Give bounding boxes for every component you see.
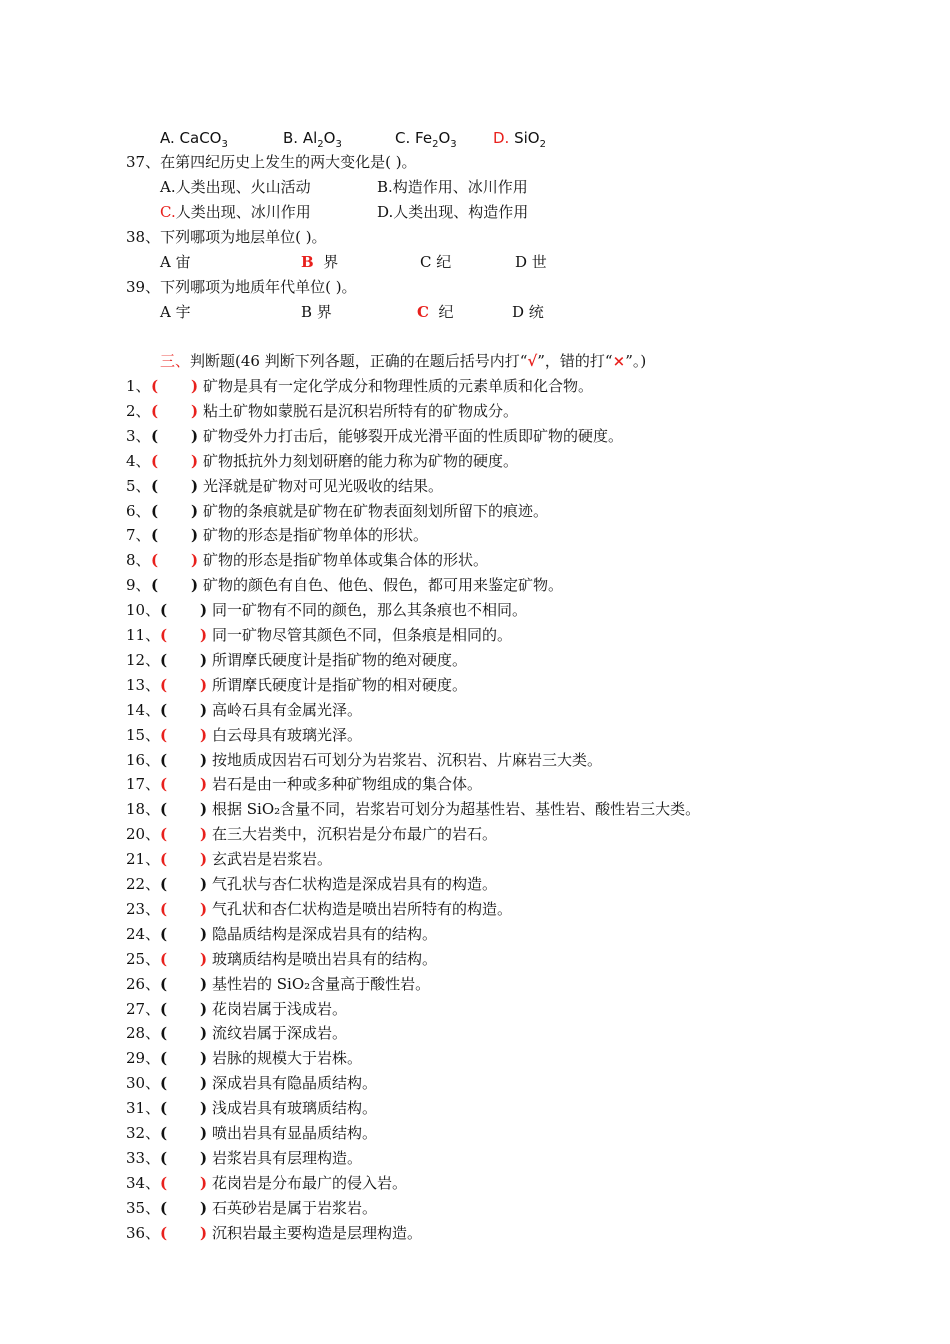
answer-blank[interactable] (160, 625, 212, 645)
judgement-item (126, 1048, 362, 1068)
item-text: 高岭石具有金属光泽。 (212, 700, 363, 719)
item-text: 同一矿物尽管其颜色不同，但条痕是相同的。 (212, 626, 513, 644)
q38-option-a: A 宙 (160, 253, 191, 271)
paren-right: ) (191, 426, 199, 445)
item-text: 深成岩具有隐晶质结构。 (212, 1074, 378, 1093)
judgement-item (126, 1223, 422, 1243)
answer-blank[interactable] (160, 899, 212, 919)
item-number: 25、 (126, 949, 161, 968)
judgement-item (126, 849, 332, 869)
item-text: 玄武岩是岩浆岩。 (212, 850, 333, 869)
answer-blank[interactable] (160, 650, 212, 670)
cross-mark-icon: × (612, 352, 626, 370)
paren-left: ( (160, 1074, 168, 1093)
q39-option-b: B 界 (301, 303, 332, 321)
section-title-mid: ”，错的打“ (537, 352, 613, 370)
item-number: 2、 (126, 401, 151, 420)
answer-blank[interactable] (160, 750, 212, 770)
item-number: 11、 (126, 626, 161, 644)
section-title: 判断题(46 判断下列各题，正确的在题后括号内打“ (190, 352, 528, 370)
item-number: 33、 (126, 1148, 161, 1167)
judgement-item (126, 650, 467, 670)
paren-left: ( (160, 700, 168, 719)
answer-blank[interactable] (160, 1198, 212, 1218)
item-number: 23、 (126, 899, 161, 918)
item-text: 矿物的颜色有自色、他色、假色，都可用来鉴定矿物。 (203, 576, 564, 595)
item-number: 29、 (126, 1049, 161, 1068)
q39-option-c (417, 302, 454, 322)
answer-blank[interactable] (160, 974, 212, 994)
q39-stem: 39、下列哪项为地质年代单位( )。 (126, 278, 357, 296)
item-text: 浅成岩具有玻璃质结构。 (212, 1099, 378, 1118)
paren-right: ) (200, 675, 208, 694)
paren-left: ( (151, 551, 159, 570)
q38-option-b-text: 界 (323, 253, 339, 271)
judgement-item (126, 401, 518, 421)
paren-right: ) (200, 1124, 208, 1142)
choice-a: A. CaCO$_3$ (160, 129, 228, 150)
paren-left: ( (151, 377, 159, 395)
item-number: 20、 (126, 825, 161, 844)
judgement-item (126, 924, 437, 944)
answer-blank[interactable] (151, 575, 203, 595)
item-text: 花岗岩属于浅成岩。 (212, 999, 348, 1018)
item-number: 1、 (126, 377, 151, 395)
judgement-item (126, 799, 700, 819)
item-number: 26、 (126, 974, 161, 993)
judgement-item (126, 874, 497, 894)
paren-right: ) (200, 700, 208, 719)
paren-right: ) (200, 1223, 208, 1242)
paren-left: ( (160, 800, 168, 819)
judgement-item (126, 1073, 377, 1093)
paren-right: ) (200, 775, 208, 794)
answer-mark: C. (160, 203, 176, 221)
item-text: 岩浆岩具有层理构造。 (212, 1148, 363, 1167)
answer-blank[interactable] (160, 774, 212, 794)
choice-d: D. SiO$_2$ (493, 129, 546, 150)
item-text: 沉积岩最主要构造是层理构造。 (212, 1223, 423, 1242)
item-number: 21、 (126, 850, 161, 869)
item-number: 18、 (126, 800, 161, 819)
item-text: 根据 SiO₂含量不同，岩浆岩可划分为超基性岩、基性岩、酸性岩三大类。 (212, 800, 701, 819)
judgement-item (126, 376, 593, 396)
item-number: 32、 (126, 1124, 161, 1142)
item-number: 35、 (126, 1198, 161, 1217)
item-text: 岩脉的规模大于岩株。 (212, 1049, 363, 1068)
q38-option-b (301, 252, 338, 272)
paren-right: ) (200, 949, 208, 968)
answer-blank[interactable] (160, 700, 212, 720)
judgement-item (126, 999, 347, 1019)
paren-right: ) (200, 899, 208, 918)
q39-option-d: D 统 (512, 303, 544, 321)
paren-left: ( (160, 899, 168, 918)
paren-left: ( (160, 1024, 168, 1043)
paren-left: ( (160, 1223, 168, 1242)
judgement-item (126, 1023, 347, 1043)
paren-right: ) (200, 750, 208, 769)
answer-blank[interactable] (160, 1098, 212, 1118)
paren-right: ) (200, 825, 208, 844)
paren-right: ) (200, 626, 208, 644)
item-number: 3、 (126, 426, 151, 445)
paren-right: ) (200, 650, 208, 669)
answer-blank[interactable] (160, 1023, 212, 1043)
item-text: 岩石是由一种或多种矿物组成的集合体。 (212, 775, 483, 794)
item-number: 24、 (126, 924, 161, 943)
check-mark-icon: √ (527, 352, 538, 370)
item-number: 9、 (126, 576, 151, 595)
item-number: 27、 (126, 999, 161, 1018)
item-number: 22、 (126, 875, 161, 893)
q38-option-c: C 纪 (420, 253, 452, 271)
section-number: 三、 (160, 352, 191, 370)
judgement-item (126, 675, 467, 695)
paren-right: ) (200, 1173, 208, 1192)
paren-right: ) (200, 999, 208, 1018)
judgement-item (126, 974, 430, 994)
item-number: 14、 (126, 700, 161, 719)
answer-blank[interactable] (160, 849, 212, 869)
answer-blank[interactable] (160, 1148, 212, 1168)
paren-right: ) (191, 501, 199, 520)
paren-left: ( (151, 526, 159, 545)
paren-right: ) (191, 476, 199, 495)
item-number: 17、 (126, 775, 161, 794)
paren-left: ( (160, 1173, 168, 1192)
paren-left: ( (151, 451, 159, 470)
item-text: 在三大岩类中，沉积岩是分布最广的岩石。 (212, 825, 498, 844)
paren-left: ( (160, 1049, 168, 1068)
paren-left: ( (160, 875, 168, 893)
paren-left: ( (151, 426, 159, 445)
q37-option-b: B.构造作用、冰川作用 (377, 178, 528, 196)
answer-blank[interactable] (160, 924, 212, 944)
item-text: 气孔状和杏仁状构造是喷出岩所特有的构造。 (212, 899, 513, 918)
answer-blank[interactable] (160, 675, 212, 695)
answer-blank[interactable] (160, 874, 212, 894)
answer-blank[interactable] (151, 426, 203, 446)
judgement-item (126, 949, 437, 969)
answer-blank[interactable] (160, 1223, 212, 1243)
item-text: 矿物的形态是指矿物单体的形状。 (203, 526, 429, 545)
judgement-item (126, 700, 362, 720)
paren-right: ) (200, 924, 208, 943)
q37-option-c-text: 人类出现、冰川作用 (175, 203, 311, 221)
judgement-item (126, 1123, 377, 1143)
paren-left: ( (151, 501, 159, 520)
answer-blank[interactable] (160, 1073, 212, 1093)
item-text: 所谓摩氏硬度计是指矿物的相对硬度。 (212, 675, 468, 694)
judgement-item (126, 725, 362, 745)
paren-left: ( (160, 725, 168, 744)
paren-right: ) (200, 800, 208, 819)
judgement-item (126, 625, 512, 645)
paren-right: ) (191, 451, 199, 470)
paren-left: ( (151, 576, 159, 595)
answer-blank[interactable] (151, 376, 203, 396)
answer-blank[interactable] (160, 1048, 212, 1068)
paren-right: ) (191, 401, 199, 420)
paren-right: ) (200, 1148, 208, 1167)
item-text: 矿物抵抗外力刻划研磨的能力称为矿物的硬度。 (203, 451, 519, 470)
section-title-end: ”。) (625, 352, 647, 370)
judgement-item (126, 575, 563, 595)
item-text: 喷出岩具有显晶质结构。 (212, 1124, 378, 1142)
item-text: 矿物是具有一定化学成分和物理性质的元素单质和化合物。 (203, 377, 594, 395)
judgement-item (126, 1198, 377, 1218)
paren-right: ) (200, 725, 208, 744)
answer-blank[interactable] (160, 725, 212, 745)
item-text: 光泽就是矿物对可见光吸收的结果。 (203, 476, 444, 495)
choice-c: C. $Fe_2O_3$ (395, 129, 457, 150)
answer-mark: B (301, 253, 314, 271)
answer-blank[interactable] (160, 799, 212, 819)
paren-left: ( (160, 750, 168, 769)
judgement-item (126, 525, 428, 545)
paren-left: ( (160, 924, 168, 943)
section-heading (160, 351, 646, 371)
answer-mark: C (417, 303, 429, 321)
paren-right: ) (200, 601, 208, 620)
judgement-item (126, 451, 518, 471)
item-number: 5、 (126, 476, 151, 495)
item-number: 15、 (126, 725, 161, 744)
q37-option-d: D.人类出现、构造作用 (377, 203, 529, 221)
paren-left: ( (160, 775, 168, 794)
item-number: 4、 (126, 451, 151, 470)
q37-option-a: A.人类出现、火山活动 (160, 178, 311, 196)
judgement-item (126, 1148, 362, 1168)
answer-blank[interactable] (160, 1173, 212, 1193)
judgement-item (126, 476, 443, 496)
paren-left: ( (151, 476, 159, 495)
item-number: 6、 (126, 501, 151, 520)
item-number: 8、 (126, 551, 151, 570)
paren-left: ( (160, 1099, 168, 1118)
answer-blank[interactable] (151, 525, 203, 545)
q37-option-c (160, 202, 311, 222)
answer-blank[interactable] (151, 401, 203, 421)
item-number: 16、 (126, 750, 161, 769)
item-text: 矿物的条痕就是矿物在矿物表面刻划所留下的痕迹。 (203, 501, 549, 520)
answer-blank[interactable] (151, 501, 203, 521)
paren-left: ( (160, 601, 168, 620)
answer-blank[interactable] (151, 476, 203, 496)
answer-blank[interactable] (160, 1123, 212, 1143)
q38-stem: 38、下列哪项为地层单位( )。 (126, 228, 327, 246)
answer-blank[interactable] (160, 824, 212, 844)
item-text: 所谓摩氏硬度计是指矿物的绝对硬度。 (212, 650, 468, 669)
answer-blank[interactable] (160, 600, 212, 620)
item-number: 30、 (126, 1074, 161, 1093)
item-text: 气孔状与杏仁状构造是深成岩具有的构造。 (212, 875, 498, 893)
answer-blank[interactable] (160, 949, 212, 969)
item-number: 10、 (126, 601, 161, 620)
q38-option-d: D 世 (515, 253, 547, 271)
q37-stem: 37、在第四纪历史上发生的两大变化是( )。 (126, 153, 417, 171)
paren-left: ( (160, 626, 168, 644)
paren-right: ) (191, 551, 199, 570)
judgement-item (126, 600, 527, 620)
q39-option-c-text: 纪 (438, 303, 454, 321)
item-number: 34、 (126, 1173, 161, 1192)
item-text: 矿物的形态是指矿物单体或集合体的形状。 (203, 551, 489, 570)
judgement-item (126, 501, 548, 521)
paren-right: ) (191, 576, 199, 595)
item-text: 流纹岩属于深成岩。 (212, 1024, 348, 1043)
judgement-item (126, 550, 488, 570)
paren-left: ( (160, 825, 168, 844)
paren-left: ( (160, 999, 168, 1018)
paren-right: ) (200, 850, 208, 869)
paren-right: ) (191, 377, 199, 395)
judgement-item (126, 824, 497, 844)
item-number: 28、 (126, 1024, 161, 1043)
paren-right: ) (200, 974, 208, 993)
item-number: 31、 (126, 1099, 161, 1118)
item-text: 按地质成因岩石可划分为岩浆岩、沉积岩、片麻岩三大类。 (212, 750, 603, 769)
item-text: 白云母具有玻璃光泽。 (212, 725, 363, 744)
answer-blank[interactable] (151, 550, 203, 570)
item-text: 基性岩的 SiO₂含量高于酸性岩。 (212, 974, 431, 993)
item-text: 玻璃质结构是喷出岩具有的结构。 (212, 949, 438, 968)
paren-right: ) (191, 526, 199, 545)
item-text: 粘土矿物如蒙脱石是沉积岩所特有的矿物成分。 (203, 401, 519, 420)
judgement-item (126, 1173, 407, 1193)
item-text: 花岗岩是分布最广的侵入岩。 (212, 1173, 408, 1192)
paren-left: ( (160, 1124, 168, 1142)
item-number: 13、 (126, 675, 161, 694)
item-number: 12、 (126, 650, 161, 669)
item-number: 7、 (126, 526, 151, 545)
paren-right: ) (200, 1198, 208, 1217)
judgement-item (126, 426, 623, 446)
paren-right: ) (200, 1024, 208, 1043)
q39-option-a: A 宇 (160, 303, 191, 321)
paren-left: ( (160, 650, 168, 669)
judgement-item (126, 1098, 377, 1118)
answer-blank[interactable] (160, 999, 212, 1019)
paren-left: ( (160, 949, 168, 968)
paren-right: ) (200, 1074, 208, 1093)
paren-right: ) (200, 875, 208, 893)
paren-left: ( (160, 974, 168, 993)
item-number: 36、 (126, 1223, 161, 1242)
item-text: 石英砂岩是属于岩浆岩。 (212, 1198, 378, 1217)
paren-left: ( (160, 675, 168, 694)
judgement-item (126, 899, 512, 919)
paren-left: ( (160, 850, 168, 869)
paren-left: ( (160, 1148, 168, 1167)
paren-right: ) (200, 1099, 208, 1118)
item-text: 隐晶质结构是深成岩具有的结构。 (212, 924, 438, 943)
item-text: 矿物受外力打击后，能够裂开成光滑平面的性质即矿物的硬度。 (203, 426, 624, 445)
answer-blank[interactable] (151, 451, 203, 471)
item-text: 同一矿物有不同的颜色，那么其条痕也不相同。 (212, 601, 528, 620)
paren-right: ) (200, 1049, 208, 1068)
judgement-item (126, 750, 602, 770)
choice-b: B. $Al_2O_3$ (283, 129, 342, 150)
paren-left: ( (151, 401, 159, 420)
paren-left: ( (160, 1198, 168, 1217)
judgement-item (126, 774, 482, 794)
